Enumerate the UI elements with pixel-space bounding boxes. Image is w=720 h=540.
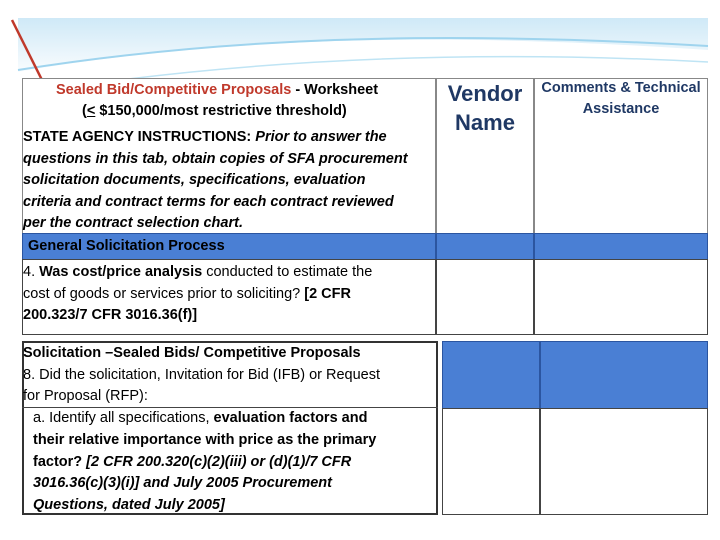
- instructions-line5: per the contract selection chart.: [23, 215, 243, 231]
- instructions-label: STATE AGENCY INSTRUCTIONS:: [23, 129, 256, 145]
- instructions-line4: criteria and contract terms for each contract reviewed: [23, 194, 394, 210]
- section1-vendor-blue: [436, 233, 534, 260]
- section2-header: Solicitation –Sealed Bids/ Competitive Proposals: [23, 345, 361, 361]
- threshold-paren: (: [82, 103, 87, 119]
- question-8a-line2: their relative importance with price as the primary: [33, 432, 377, 448]
- instructions-text1: Prior to answer the: [255, 129, 387, 145]
- question-8a-line3: [33, 451, 351, 473]
- q4-prefix: 4.: [23, 264, 40, 280]
- q4-comments-cell[interactable]: [534, 259, 708, 335]
- qa-line3b: [2 CFR 200.320(c)(2)(iii) or (d)(1)/7 CFR: [86, 454, 352, 470]
- qa-line1a: a. Identify all specifications,: [33, 410, 214, 426]
- q4-line2b: [2 CFR: [304, 286, 351, 302]
- title-red: Sealed Bid/Competitive Proposals: [56, 82, 292, 98]
- section2-vendor-blue: [442, 341, 540, 409]
- vendor-header-line1: Vendor: [447, 81, 523, 106]
- decorative-banner: [0, 0, 720, 80]
- comments-header-line1: Comments & Technical: [541, 80, 701, 96]
- section1-header: General Solicitation Process: [28, 238, 225, 254]
- question-8a-line4: 3016.36(c)(3)(i)] and July 2005 Procurement: [33, 475, 332, 491]
- worksheet-title: [56, 79, 406, 101]
- title-suffix: - Worksheet: [291, 82, 379, 98]
- question-4-line2: [23, 283, 351, 305]
- question-4-line1: [23, 261, 372, 283]
- question-8a-line5: Questions, dated July 2005]: [33, 497, 225, 513]
- instructions-line2: questions in this tab, obtain copies of SFA procurement: [23, 151, 408, 167]
- instructions-line3: solicitation documents, specifications, evaluation: [23, 172, 366, 188]
- q8a-vendor-answer-cell[interactable]: [442, 408, 540, 515]
- question-8-line1: 8. Did the solicitation, Invitation for Bid (IFB) or Request: [23, 367, 381, 383]
- threshold-lt: <: [86, 103, 96, 119]
- q8a-comments-cell[interactable]: [540, 408, 708, 515]
- question-8-line2: for Proposal (RFP):: [23, 388, 148, 404]
- section1-comments-blue: [534, 233, 708, 260]
- comments-header-line2: Assistance: [582, 101, 660, 117]
- q4-rest: conducted to estimate the: [202, 264, 373, 280]
- vendor-header-line2: Name: [455, 110, 515, 135]
- qa-line1b: evaluation factors and: [213, 410, 368, 426]
- q4-bold: Was cost/price analysis: [39, 264, 203, 280]
- qa-line3a: factor?: [33, 454, 87, 470]
- q4-line2a: cost of goods or services prior to soliciting?: [23, 286, 305, 302]
- question-8a-line1: [33, 407, 367, 429]
- section2-comments-blue: [540, 341, 708, 409]
- q4-vendor-answer-cell[interactable]: [436, 259, 534, 335]
- instructions-line1: [23, 126, 387, 148]
- threshold-line: [82, 100, 402, 122]
- threshold-text: $150,000/most restrictive threshold): [95, 103, 347, 119]
- question-4-line3: 200.323/7 CFR 3016.36(f)]: [23, 307, 198, 323]
